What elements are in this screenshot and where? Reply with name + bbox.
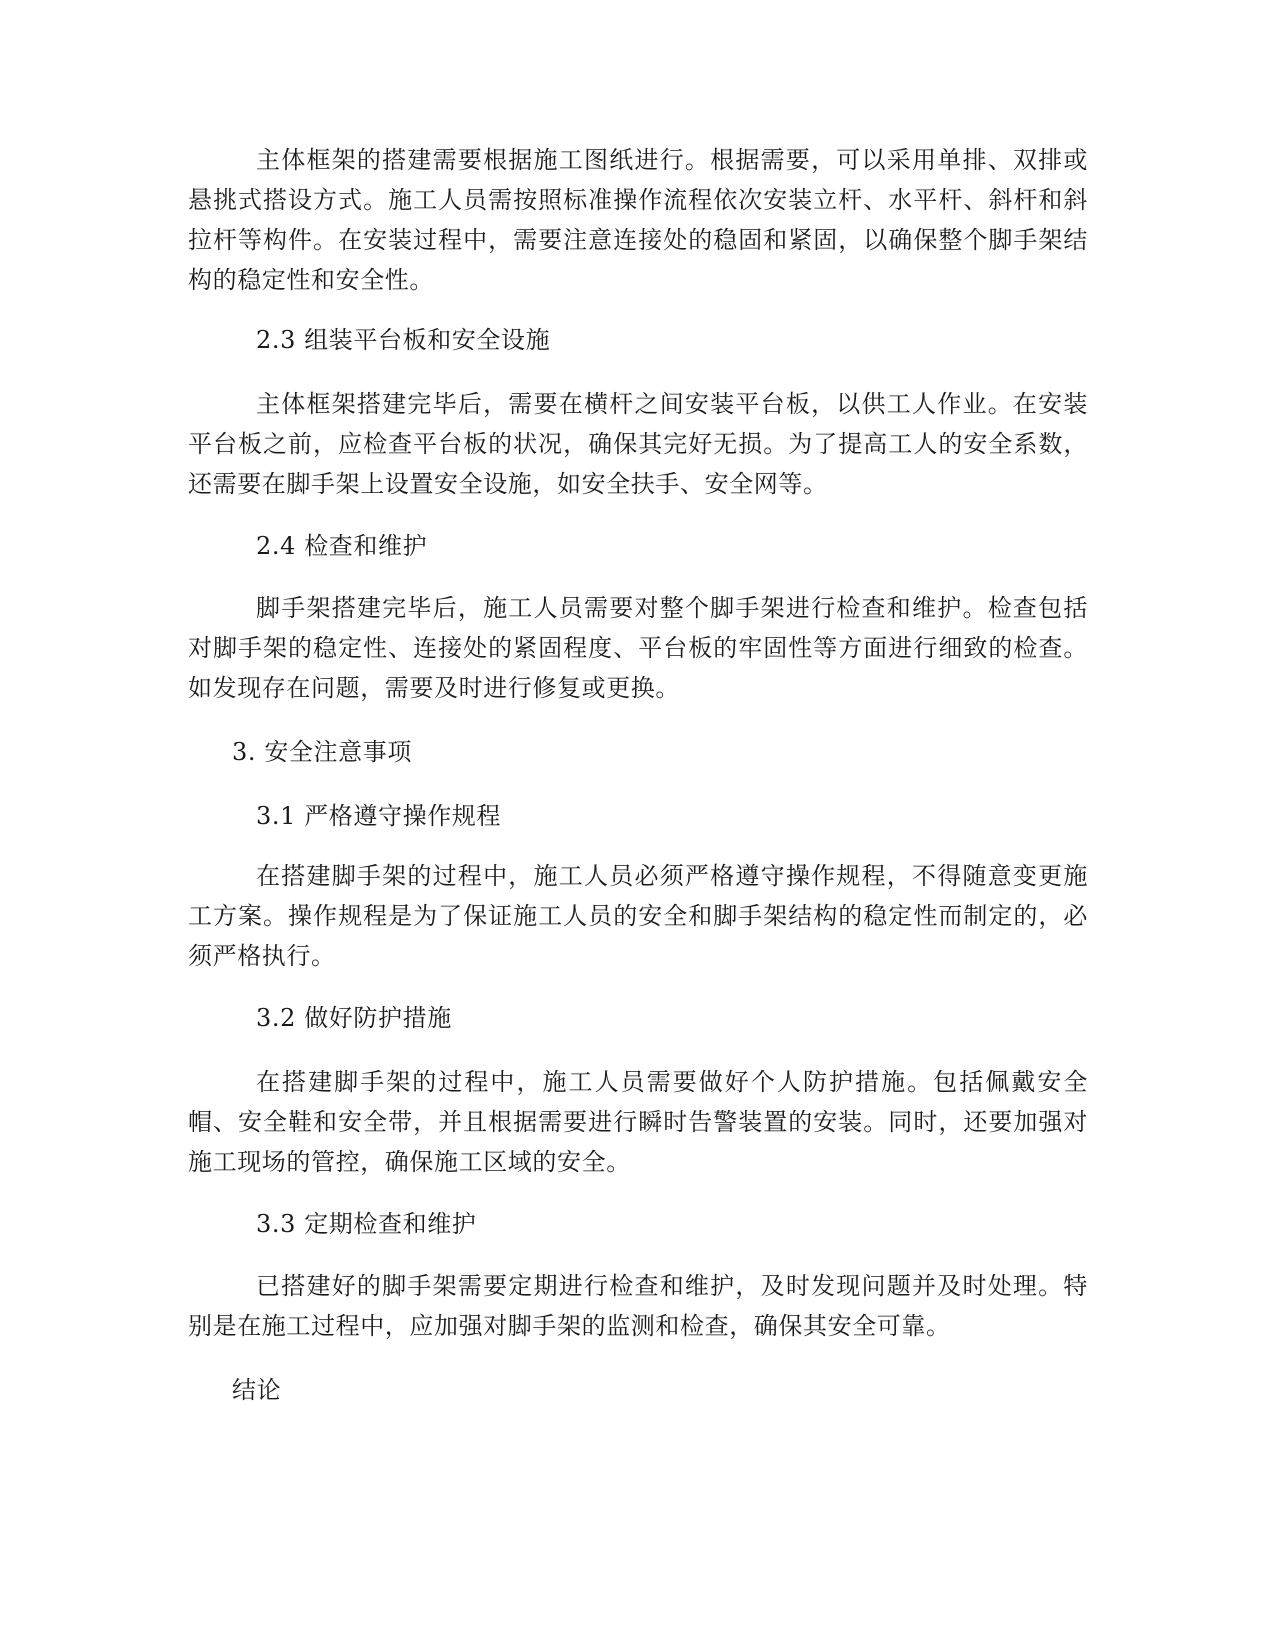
heading-3-3: 3.3 定期检查和维护 <box>256 1210 477 1238</box>
heading-3: 3. 安全注意事项 <box>232 738 412 766</box>
heading-2-3: 2.3 组装平台板和安全设施 <box>256 326 551 354</box>
heading-3-2: 3.2 做好防护措施 <box>256 1004 452 1032</box>
heading-2-4: 2.4 检查和维护 <box>256 532 428 560</box>
heading-3-1: 3.1 严格遵守操作规程 <box>256 802 501 830</box>
paragraph-periodic: 已搭建好的脚手架需要定期进行检查和维护，及时发现问题并及时处理。特别是在施工过程中，应加强对脚手架的监测和检查，确保其安全可靠。 <box>188 1272 1088 1340</box>
heading-conclusion: 结论 <box>232 1376 282 1404</box>
paragraph-main-frame: 主体框架的搭建需要根据施工图纸进行。根据需要，可以采用单排、双排或悬挑式搭设方式。施工人员需按照标准操作流程依次安装立杆、水平杆、斜杆和斜拉杆等构件。在安装过程中，需要注意连接处的稳固和紧固，以确保整个脚手架结构的稳定性和安全性。 <box>188 146 1088 294</box>
paragraph-protection: 在搭建脚手架的过程中，施工人员需要做好个人防护措施。包括佩戴安全帽、安全鞋和安全带，并且根据需要进行瞬时告警装置的安装。同时，还要加强对施工现场的管控，确保施工区域的安全。 <box>188 1068 1088 1176</box>
paragraph-platform: 主体框架搭建完毕后，需要在横杆之间安装平台板，以供工人作业。在安装平台板之前，应检查平台板的状况，确保其完好无损。为了提高工人的安全系数，还需要在脚手架上设置安全设施，如安全扶手、安全网等。 <box>188 390 1088 498</box>
paragraph-inspection: 脚手架搭建完毕后，施工人员需要对整个脚手架进行检查和维护。检查包括对脚手架的稳定性、连接处的紧固程度、平台板的牢固性等方面进行细致的检查。如发现存在问题，需要及时进行修复或更换。 <box>188 594 1088 702</box>
paragraph-rules: 在搭建脚手架的过程中，施工人员必须严格遵守操作规程，不得随意变更施工方案。操作规程是为了保证施工人员的安全和脚手架结构的稳定性而制定的，必须严格执行。 <box>188 862 1088 970</box>
